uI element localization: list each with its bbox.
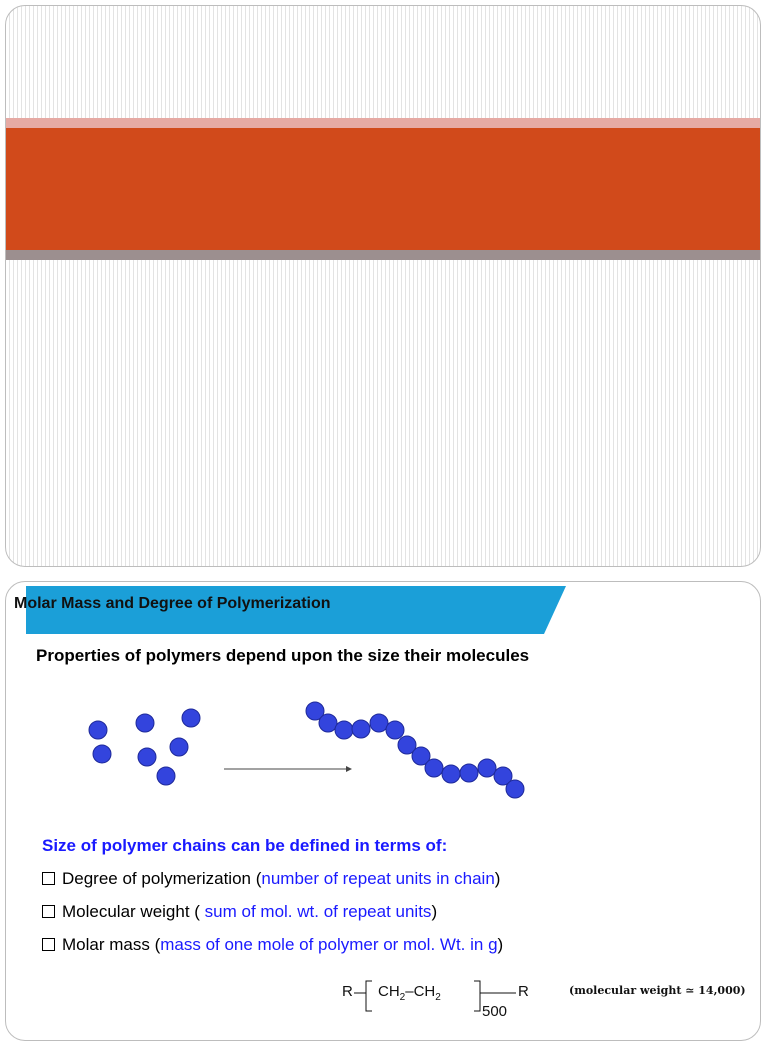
bullet-degree-of-polymerization xyxy=(42,869,500,889)
formula-repeat-unit: $CH_2-CH_2$ xyxy=(378,983,441,1003)
checkbox-bullet-icon xyxy=(42,872,55,885)
monomer-bead xyxy=(89,721,107,739)
title-band-top-accent xyxy=(6,118,760,128)
bullet-description: mass of one mole of polymer or mol. Wt. in g xyxy=(160,935,498,954)
polymer-bead xyxy=(442,765,460,783)
formula-end-group-left: R xyxy=(342,983,353,1000)
bullet-description: sum of mol. wt. of repeat units xyxy=(204,902,432,921)
formula-repeat-count: 500 xyxy=(482,1003,508,1020)
monomer-bead xyxy=(138,748,156,766)
polymer-bead xyxy=(335,721,353,739)
polymer-bead xyxy=(478,759,496,777)
monomer-bead xyxy=(182,709,200,727)
checkbox-bullet-icon xyxy=(42,905,55,918)
bullet-term: Degree of polymerization ( xyxy=(62,869,262,888)
title-slide xyxy=(5,5,761,567)
monomer-bead xyxy=(157,767,175,785)
bullet-tail: ) xyxy=(431,902,438,921)
title-band-bottom-accent xyxy=(6,250,760,260)
polymer-bead xyxy=(370,714,388,732)
bullet-term: Molecular weight ( xyxy=(62,902,205,921)
polymer-bead xyxy=(460,764,478,782)
content-slide xyxy=(5,581,761,1041)
polymer-bead xyxy=(319,714,337,732)
title-band xyxy=(6,128,760,250)
size-heading: Size of polymer chains can be defined in terms of: xyxy=(42,836,448,855)
polymer-bead xyxy=(386,721,404,739)
bullet-molecular-weight xyxy=(42,902,437,922)
monomer-bead xyxy=(93,745,111,763)
monomer-bead xyxy=(170,738,188,756)
bullet-tail: ) xyxy=(497,935,504,954)
bullet-tail: ) xyxy=(494,869,501,888)
molecular-weight-note: (molecular weight ≃ 14,000) xyxy=(569,984,746,997)
monomer-to-polymer-diagram xyxy=(6,582,761,822)
bullet-description: number of repeat units in chain xyxy=(261,869,495,888)
reaction-arrow xyxy=(224,766,352,772)
slide-subtitle: Properties of polymers depend upon the size their molecules xyxy=(36,646,530,665)
monomer-bead xyxy=(136,714,154,732)
formula-end-group-right: R xyxy=(518,983,529,1000)
polymer-bead xyxy=(425,759,443,777)
slide-title: Molar Mass and Degree of Polymerization xyxy=(14,595,331,612)
polymer-bead xyxy=(352,720,370,738)
checkbox-bullet-icon xyxy=(42,938,55,951)
bullet-term: Molar mass ( xyxy=(62,935,161,954)
bullet-molar-mass xyxy=(42,935,503,955)
polymer-bead xyxy=(506,780,524,798)
